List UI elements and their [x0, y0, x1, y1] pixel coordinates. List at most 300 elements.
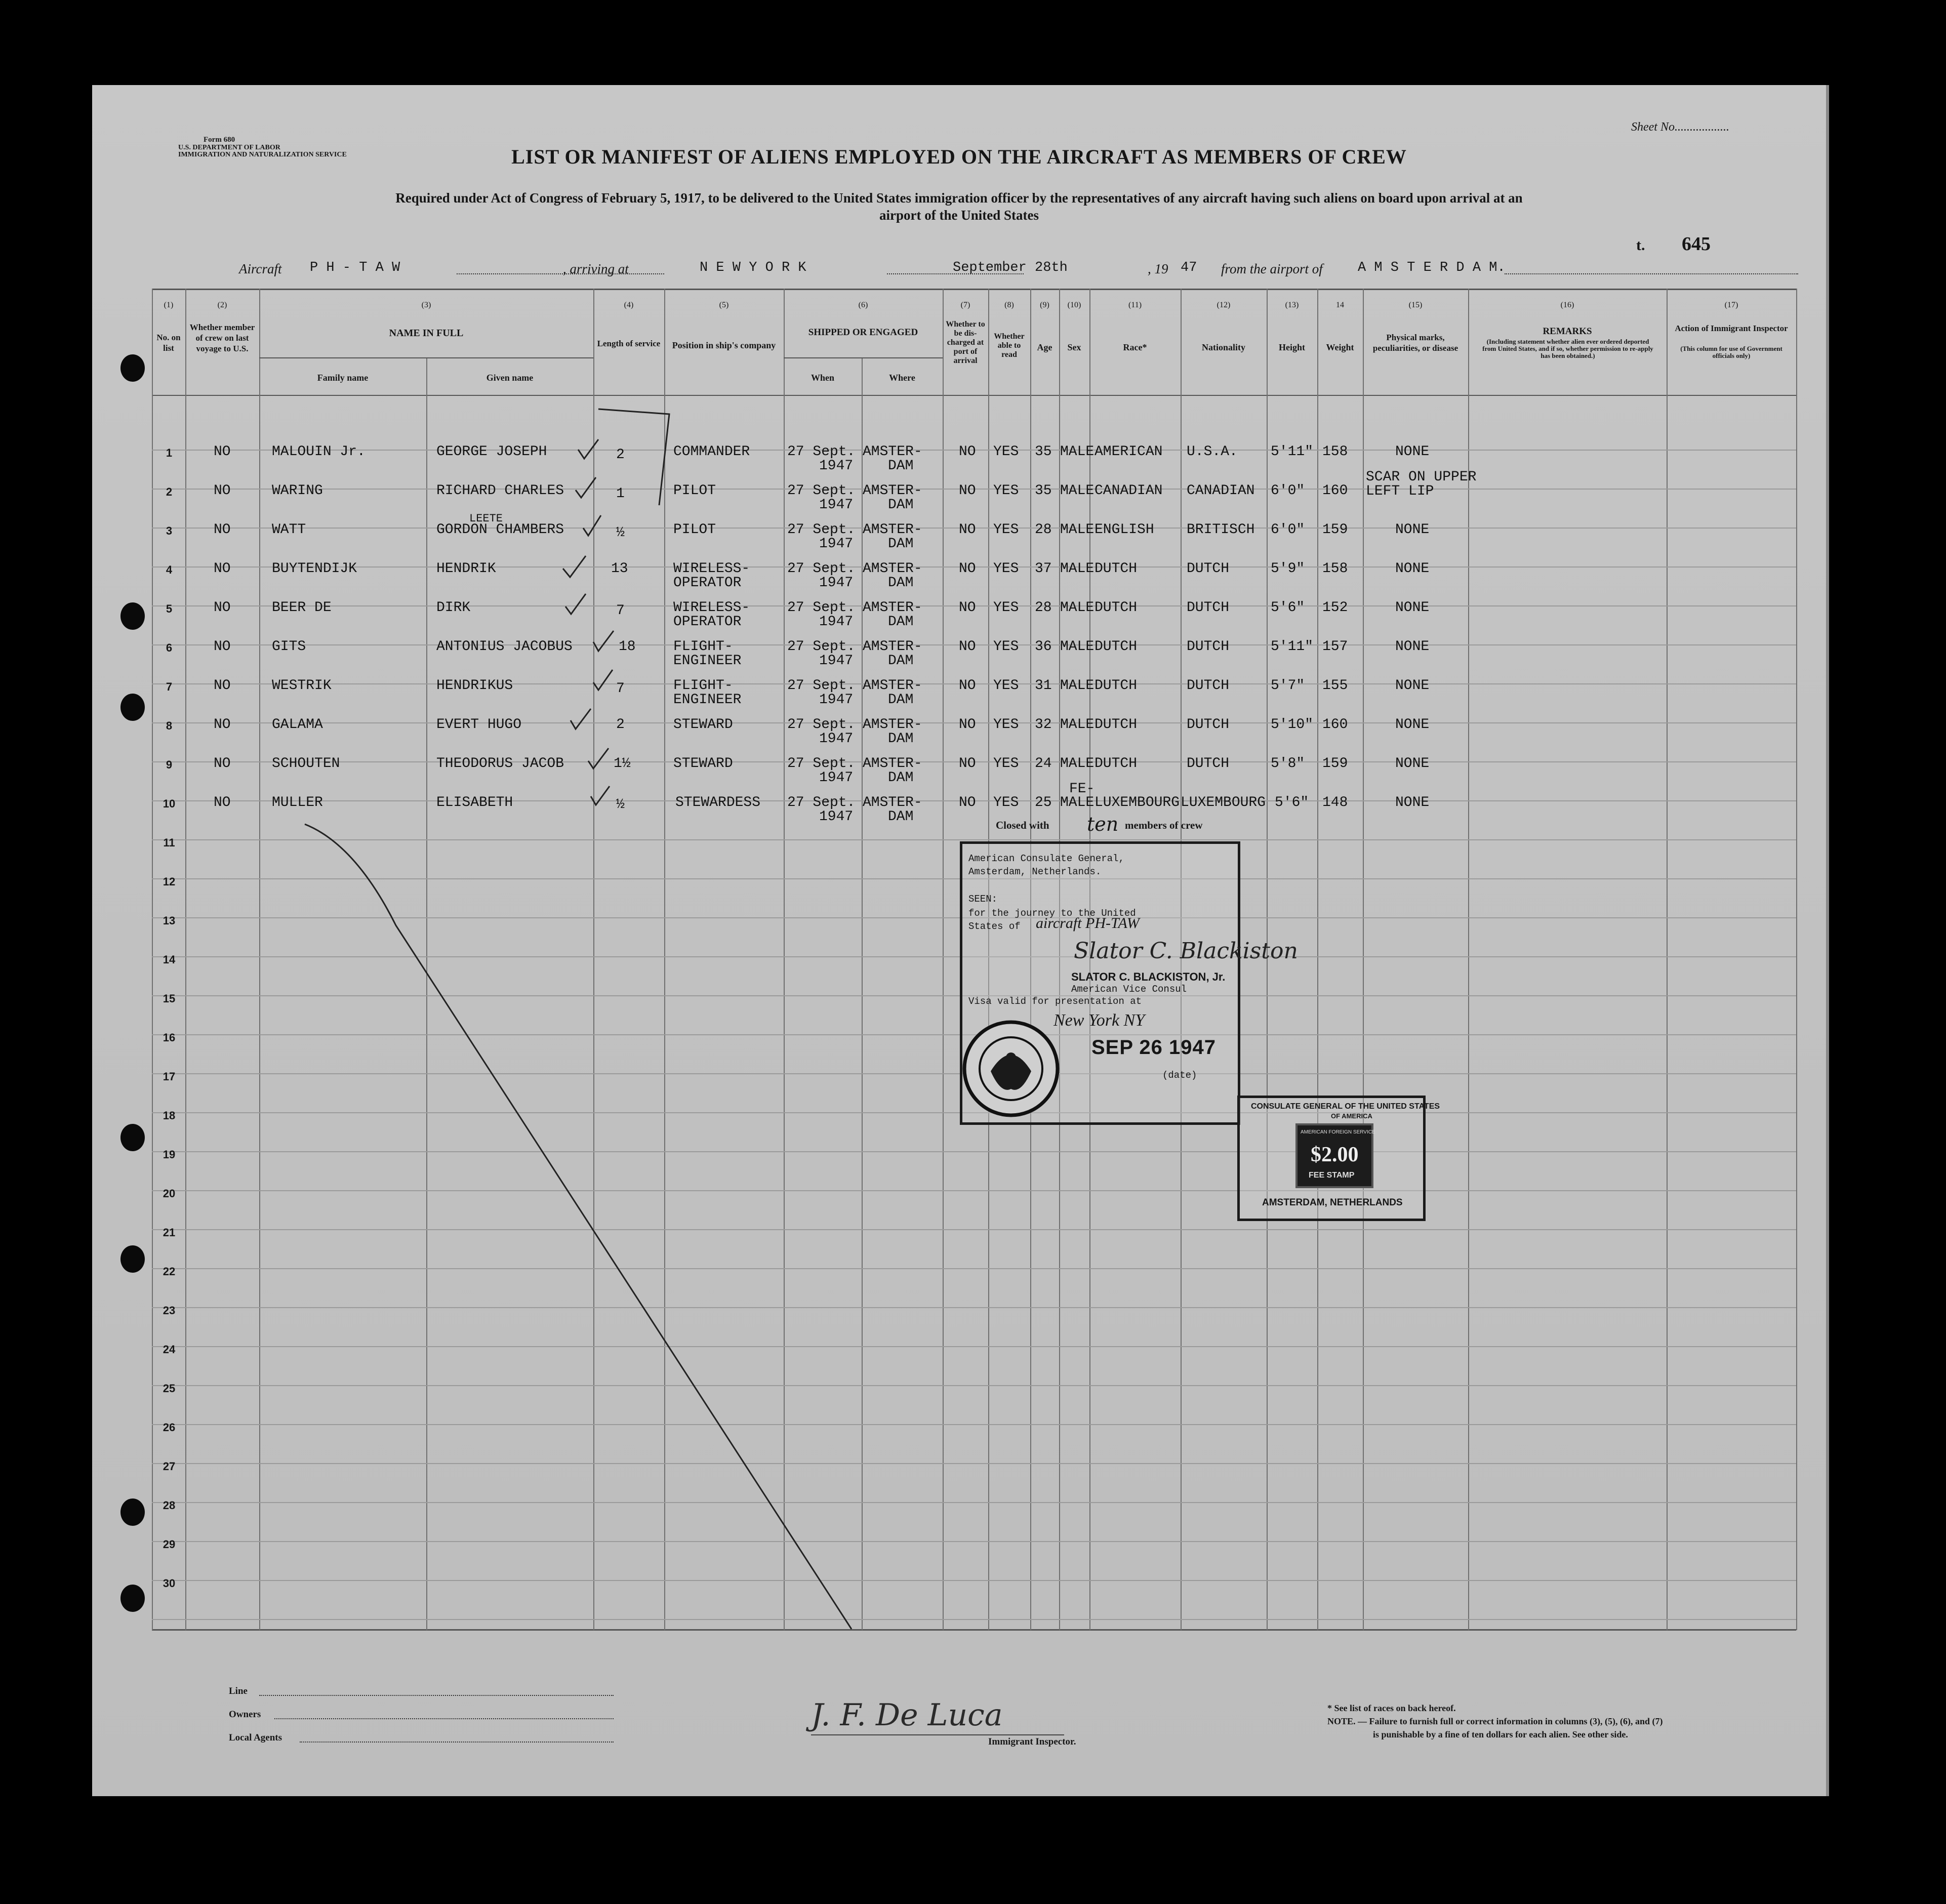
closing-handwritten: ten — [1087, 813, 1119, 835]
given-name: EVERT HUGO — [436, 717, 522, 733]
row-number: 3 — [166, 524, 173, 537]
physical-marks: NONE — [1395, 678, 1430, 694]
discharged: NO — [959, 678, 976, 694]
row-number: 25 — [163, 1382, 176, 1395]
prev-voyage: NO — [214, 795, 231, 811]
row-number: 21 — [163, 1226, 176, 1239]
sex: MALE — [1060, 639, 1094, 655]
given-name: RICHARD CHARLES — [436, 483, 564, 499]
shipped-when: 27 Sept. — [787, 795, 856, 811]
shipped-year: 1947 — [819, 575, 854, 591]
col-num-10: (10) — [1067, 301, 1081, 309]
weight: 159 — [1322, 756, 1348, 772]
length-of-service: ½ — [616, 525, 625, 541]
header-age: Age — [1037, 342, 1052, 352]
weight: 160 — [1322, 483, 1348, 499]
family-name: MALOUIN Jr. — [272, 444, 366, 460]
age: 28 — [1035, 600, 1052, 616]
weight: 158 — [1322, 444, 1348, 460]
length-of-service: 7 — [616, 603, 625, 619]
sex: MALE — [1060, 522, 1094, 538]
given-name: HENDRIKUS — [436, 678, 513, 694]
family-name: WARING — [272, 483, 323, 499]
able-to-read: YES — [993, 795, 1019, 811]
length-of-service: ½ — [616, 797, 625, 813]
fee-stamp-amount: $2.00 — [1311, 1143, 1359, 1166]
height: 5'6" — [1271, 600, 1305, 616]
row-number: 17 — [163, 1070, 176, 1083]
row-number: 24 — [163, 1343, 176, 1356]
check-mark — [565, 594, 586, 614]
fee-stamp-bottom: AMSTERDAM, NETHERLANDS — [1262, 1197, 1403, 1208]
shipped-when: 27 Sept. — [787, 561, 856, 577]
prev-voyage: NO — [214, 444, 231, 460]
shipped-where: AMSTER- — [863, 444, 922, 460]
check-mark — [591, 786, 610, 805]
discharged: NO — [959, 756, 976, 772]
punch-hole — [120, 1498, 145, 1526]
consulate-stamp — [960, 841, 1298, 1125]
physical-marks: NONE — [1395, 717, 1430, 733]
height: 5'7" — [1271, 678, 1305, 694]
shipped-where: AMSTER- — [863, 756, 922, 772]
aircraft-label: Aircraft — [239, 261, 282, 276]
consulate-line2: Amsterdam, Netherlands. — [968, 866, 1102, 877]
arrival-year: 47 — [1181, 260, 1197, 275]
row-number: 1 — [166, 447, 173, 459]
row-number: 6 — [166, 641, 173, 654]
shipped-year: 1947 — [819, 653, 854, 669]
able-to-read: YES — [993, 756, 1019, 772]
header-length-of-service: Length of service — [597, 339, 661, 348]
shipped-where: AMSTER- — [863, 600, 922, 616]
footer-agents-label: Local Agents — [229, 1732, 282, 1743]
position-2: OPERATOR — [673, 614, 742, 630]
physical-marks: NONE — [1395, 522, 1430, 538]
prev-voyage: NO — [214, 561, 231, 577]
length-of-service: 7 — [616, 681, 625, 697]
header-no-on-list: No. on list — [156, 333, 181, 353]
length-of-service: 2 — [616, 717, 625, 733]
form-subtitle-1: Required under Act of Congress of February 5, 1917, to be delivered to the United States immigration officer by the representatives of any aircraft having such aliens on board upon arrival at an — [395, 190, 1523, 206]
header-able-to-read: Whether able to read — [994, 332, 1025, 359]
row-number: 8 — [166, 719, 173, 732]
shipped-year: 1947 — [819, 809, 854, 825]
row-number: 27 — [163, 1460, 176, 1473]
sex: MALE — [1060, 483, 1094, 499]
row-number: 28 — [163, 1499, 176, 1512]
shipped-year: 1947 — [819, 458, 854, 474]
footer-agents-dots — [300, 1741, 614, 1743]
weight: 159 — [1322, 522, 1348, 538]
form-subtitle-2: airport of the United States — [879, 208, 1039, 223]
header-family-name: Family name — [317, 373, 369, 383]
sex: MALE — [1060, 561, 1094, 577]
position: FLIGHT- — [673, 639, 733, 655]
nationality: BRITISCH — [1187, 522, 1255, 538]
row-number: 13 — [163, 914, 176, 927]
shipped-when: 27 Sept. — [787, 444, 856, 460]
age: 31 — [1035, 678, 1052, 694]
age: 35 — [1035, 483, 1052, 499]
row-number: 22 — [163, 1265, 176, 1278]
row-number: 16 — [163, 1031, 176, 1044]
header-where: Where — [889, 373, 915, 383]
shipped-year: 1947 — [819, 692, 854, 708]
inspector-label: Immigrant Inspector. — [988, 1736, 1076, 1747]
prev-voyage: NO — [214, 522, 231, 538]
header-inspector-action: Action of Immigrant Inspector — [1675, 323, 1788, 333]
row-number: 20 — [163, 1187, 176, 1200]
prev-voyage: NO — [214, 600, 231, 616]
given-name: GORDON CHAMBERS — [436, 522, 564, 538]
given-name: GEORGE JOSEPH — [436, 444, 547, 460]
check-mark — [571, 709, 591, 729]
footer-owners-label: Owners — [229, 1709, 261, 1720]
header-when: When — [810, 373, 834, 383]
form-title: LIST OR MANIFEST OF ALIENS EMPLOYED ON THE AIRCRAFT AS MEMBERS OF CREW — [511, 145, 1407, 168]
footer-note-races: * See list of races on back hereof. — [1327, 1703, 1456, 1713]
sheet-number-label: Sheet No.................. — [1631, 120, 1729, 134]
height: 5'9" — [1271, 561, 1305, 577]
sex: MALE — [1060, 444, 1094, 460]
consul-title: American Vice Consul — [1071, 984, 1187, 995]
able-to-read: YES — [993, 678, 1019, 694]
prev-voyage: NO — [214, 483, 231, 499]
able-to-read: YES — [993, 444, 1019, 460]
col-num-1: (1) — [164, 301, 174, 309]
position: WIRELESS- — [673, 600, 750, 616]
sex: MALE — [1060, 678, 1094, 694]
able-to-read: YES — [993, 522, 1019, 538]
shipped-where-2: DAM — [888, 497, 914, 513]
position-2: ENGINEER — [673, 653, 742, 669]
consulate-states-hand: aircraft PH-TAW — [1036, 915, 1140, 931]
col-num-16: (16) — [1560, 301, 1574, 309]
header-sex: Sex — [1067, 342, 1081, 352]
consulate-journey: for the journey to the United — [968, 908, 1136, 919]
age: 37 — [1035, 561, 1052, 577]
header-physical-marks: Physical marks, peculiarities, or disease — [1372, 333, 1458, 353]
check-mark — [593, 631, 614, 651]
able-to-read: YES — [993, 639, 1019, 655]
fee-stamp — [1237, 1096, 1440, 1221]
discharged: NO — [959, 483, 976, 499]
visa-date-stamp: SEP 26 1947 — [1091, 1036, 1217, 1059]
nationality: DUTCH — [1187, 600, 1230, 616]
discharged: NO — [959, 717, 976, 733]
header-nationality: Nationality — [1201, 342, 1245, 352]
position: STEWARD — [673, 756, 733, 772]
shipped-year: 1947 — [819, 614, 854, 630]
race: DUTCH — [1094, 639, 1138, 655]
col-num-9: (9) — [1040, 301, 1049, 309]
check-mark — [588, 748, 609, 768]
footer-owners-dots — [274, 1718, 614, 1719]
col-num-3: (3) — [421, 301, 431, 309]
row-number: 10 — [163, 797, 176, 810]
row-number: 19 — [163, 1148, 176, 1161]
shipped-where-2: DAM — [888, 770, 914, 786]
header-remarks-note: (Including statement whether alien ever ordered deported from United States, and if so, whether permission to re-apply has been obtained.) — [1482, 338, 1653, 359]
row-number: 30 — [163, 1577, 176, 1590]
position: STEWARDESS — [675, 795, 761, 811]
age: 36 — [1035, 639, 1052, 655]
shipped-where-2: DAM — [888, 653, 914, 669]
col-num-8: (8) — [1004, 301, 1014, 309]
shipped-when: 27 Sept. — [787, 756, 856, 772]
height: 5'11" — [1271, 444, 1314, 460]
col-num-14: 14 — [1336, 301, 1344, 309]
cancellation-line — [305, 824, 852, 1629]
nationality: DUTCH — [1187, 639, 1230, 655]
shipped-where-2: DAM — [888, 458, 914, 474]
discharged: NO — [959, 561, 976, 577]
shipped-year: 1947 — [819, 731, 854, 747]
closing-text-a: Closed with — [996, 819, 1049, 831]
header-last-voyage: Whether member of crew on last voyage to U.S. — [189, 322, 255, 353]
family-name: BEER DE — [272, 600, 332, 616]
col-num-11: (11) — [1128, 301, 1142, 309]
weight: 152 — [1322, 600, 1348, 616]
shipped-where: AMSTER- — [863, 483, 922, 499]
prev-voyage: NO — [214, 639, 231, 655]
position: PILOT — [673, 483, 716, 499]
row-number: 5 — [166, 602, 173, 615]
header-remarks: REMARKS — [1543, 326, 1592, 337]
col-num-2: (2) — [217, 301, 227, 309]
given-name: THEODORUS JACOB — [436, 756, 564, 772]
fee-stamp-top: CONSULATE GENERAL OF THE UNITED STATES — [1251, 1102, 1440, 1111]
row-number: 7 — [166, 680, 173, 693]
physical-marks-2: LEFT LIP — [1366, 483, 1434, 499]
footer-note-3: is punishable by a fine of ten dollars for each alien. See other side. — [1373, 1729, 1628, 1739]
shipped-year: 1947 — [819, 770, 854, 786]
fee-stamp-top2: OF AMERICA — [1331, 1112, 1372, 1120]
age: 25 — [1035, 795, 1052, 811]
family-name: GALAMA — [272, 717, 323, 733]
row-number: 11 — [163, 836, 175, 849]
manifest-sheet — [92, 85, 1829, 1796]
header-position: Position in ship's company — [672, 340, 776, 350]
height: 6'0" — [1271, 483, 1305, 499]
punch-hole — [120, 1245, 145, 1273]
shipped-where-2: DAM — [888, 575, 914, 591]
fee-stamp-inner — [1295, 1123, 1373, 1188]
header-race: Race* — [1123, 342, 1147, 352]
col-num-17: (17) — [1724, 301, 1738, 309]
weight: 148 — [1322, 795, 1348, 811]
race: AMERICAN — [1094, 444, 1163, 460]
given-name: ELISABETH — [436, 795, 513, 811]
inspector-sig-line — [811, 1734, 1064, 1735]
shipped-when: 27 Sept. — [787, 600, 856, 616]
length-of-service: 2 — [616, 447, 625, 463]
shipped-when: 27 Sept. — [787, 717, 856, 733]
col-num-13: (13) — [1285, 301, 1299, 309]
page-prefix: t. — [1636, 237, 1645, 254]
physical-marks: NONE — [1395, 600, 1430, 616]
physical-marks: SCAR ON UPPER — [1366, 469, 1477, 485]
race: DUTCH — [1094, 717, 1138, 733]
consulate-seen: SEEN: — [968, 894, 998, 905]
visa-label: Visa valid for presentation at — [968, 996, 1142, 1007]
punch-hole — [120, 1585, 145, 1612]
departure-airport: A M S T E R D A M. — [1358, 260, 1506, 275]
age: 24 — [1035, 756, 1052, 772]
row-number: 18 — [163, 1109, 176, 1122]
shipped-where: AMSTER- — [863, 561, 922, 577]
col-num-6: (6) — [858, 301, 868, 309]
dept-name: U.S. DEPARTMENT OF LABOR — [178, 144, 280, 151]
height: 5'8" — [1271, 756, 1305, 772]
check-mark — [576, 477, 596, 498]
physical-marks: NONE — [1395, 756, 1430, 772]
discharged: NO — [959, 639, 976, 655]
race: DUTCH — [1094, 561, 1138, 577]
physical-marks: NONE — [1395, 444, 1430, 460]
family-name: BUYTENDIJK — [272, 561, 357, 577]
sex-top: FE- — [1069, 781, 1095, 797]
age: 32 — [1035, 717, 1052, 733]
fee-stamp-label: FEE STAMP — [1309, 1171, 1355, 1180]
visa-destination-hand: New York NY — [1053, 1011, 1145, 1030]
able-to-read: YES — [993, 561, 1019, 577]
family-name: MULLER — [272, 795, 323, 811]
year-prefix: , 19 — [1148, 261, 1168, 276]
shipped-where-2: DAM — [888, 731, 914, 747]
check-mark — [563, 556, 586, 577]
weight: 158 — [1322, 561, 1348, 577]
page-mark: 645 — [1682, 233, 1711, 255]
header-name-in-full: NAME IN FULL — [389, 328, 464, 339]
check-mark — [583, 515, 601, 536]
family-name: GITS — [272, 639, 306, 655]
visa-date-label: (date) — [1162, 1070, 1197, 1081]
nationality: U.S.A. — [1187, 444, 1238, 460]
shipped-where: AMSTER- — [863, 795, 922, 811]
length-of-service: 13 — [611, 561, 628, 577]
position-2: OPERATOR — [673, 575, 742, 591]
row-number: 29 — [163, 1538, 176, 1551]
race: DUTCH — [1094, 756, 1138, 772]
shipped-where: AMSTER- — [863, 522, 922, 538]
row-number: 2 — [166, 485, 173, 498]
nationality: LUXEMBOURG — [1181, 795, 1266, 811]
discharged: NO — [959, 522, 976, 538]
header-height: Height — [1279, 342, 1305, 352]
shipped-when: 27 Sept. — [787, 639, 856, 655]
col-num-15: (15) — [1408, 301, 1423, 309]
row-number: 23 — [163, 1304, 176, 1317]
row-number: 9 — [166, 758, 173, 771]
from-label: from the airport of — [1221, 261, 1323, 276]
col-num-4: (4) — [624, 301, 634, 309]
discharged: NO — [959, 600, 976, 616]
header-given-name: Given name — [486, 373, 534, 383]
fee-stamp-service: AMERICAN FOREIGN SERVICE — [1301, 1129, 1375, 1135]
row-number: 15 — [163, 992, 176, 1005]
physical-marks: NONE — [1395, 561, 1430, 577]
shipped-where-2: DAM — [888, 809, 914, 825]
row-number: 14 — [163, 953, 176, 966]
consul-signature: Slator C. Blackiston — [1074, 938, 1298, 964]
age: 35 — [1035, 444, 1052, 460]
shipped-where: AMSTER- — [863, 717, 922, 733]
header-weight: Weight — [1326, 342, 1354, 352]
col-num-5: (5) — [719, 301, 729, 309]
length-of-service: 1 — [616, 486, 625, 502]
arriving-label: , arriving at — [563, 261, 629, 276]
punch-hole — [120, 354, 145, 382]
discharged: NO — [959, 795, 976, 811]
shipped-where-2: DAM — [888, 692, 914, 708]
shipped-year: 1947 — [819, 536, 854, 552]
consul-name: SLATOR C. BLACKISTON, Jr. — [1071, 970, 1226, 983]
consulate-states-of: States of — [968, 921, 1021, 932]
shipped-where: AMSTER- — [863, 639, 922, 655]
given-name: DIRK — [436, 600, 471, 616]
sex: MALE — [1060, 717, 1094, 733]
bracket-stroke — [598, 409, 669, 505]
sex: MALE — [1060, 600, 1094, 616]
position: PILOT — [673, 522, 716, 538]
handwritten-marks — [92, 85, 1826, 1796]
position: STEWARD — [673, 717, 733, 733]
race: CANADIAN — [1094, 483, 1163, 499]
family-name: SCHOUTEN — [272, 756, 340, 772]
given-name: ANTONIUS JACOBUS — [436, 639, 573, 655]
aircraft-value: P H - T A W — [310, 260, 400, 275]
physical-marks: NONE — [1395, 639, 1430, 655]
nationality: DUTCH — [1187, 561, 1230, 577]
position: FLIGHT- — [673, 678, 733, 694]
prev-voyage: NO — [214, 756, 231, 772]
punch-hole — [120, 602, 145, 630]
nationality: DUTCH — [1187, 756, 1230, 772]
header-inspector-note: (This column for use of Government officials only) — [1680, 345, 1782, 359]
col-num-12: (12) — [1217, 301, 1231, 309]
height: 5'6" — [1275, 795, 1309, 811]
age: 28 — [1035, 522, 1052, 538]
shipped-year: 1947 — [819, 497, 854, 513]
nationality: DUTCH — [1187, 717, 1230, 733]
position-2: ENGINEER — [673, 692, 742, 708]
able-to-read: YES — [993, 717, 1019, 733]
shipped-when: 27 Sept. — [787, 522, 856, 538]
shipped-when: 27 Sept. — [787, 678, 856, 694]
given-name: HENDRIK — [436, 561, 496, 577]
header-shipped-engaged: SHIPPED OR ENGAGED — [808, 327, 918, 338]
length-of-service: 1½ — [614, 756, 631, 772]
punch-hole — [120, 694, 145, 721]
race: DUTCH — [1094, 600, 1138, 616]
family-name: WESTRIK — [272, 678, 332, 694]
nationality: CANADIAN — [1187, 483, 1255, 499]
consulate-line1: American Consulate General, — [968, 853, 1124, 864]
shipped-where: AMSTER- — [863, 678, 922, 694]
check-mark — [578, 439, 598, 459]
sex: MALE — [1060, 756, 1094, 772]
check-mark — [593, 670, 613, 690]
footer-line-label: Line — [229, 1686, 248, 1696]
weight: 155 — [1322, 678, 1348, 694]
length-of-service: 18 — [619, 639, 636, 655]
able-to-read: YES — [993, 483, 1019, 499]
shipped-when: 27 Sept. — [787, 483, 856, 499]
footer-note-2: NOTE. — Failure to furnish full or correct information in columns (3), (5), (6), and (7) — [1327, 1716, 1663, 1726]
closing-text-b: members of crew — [1125, 819, 1203, 831]
